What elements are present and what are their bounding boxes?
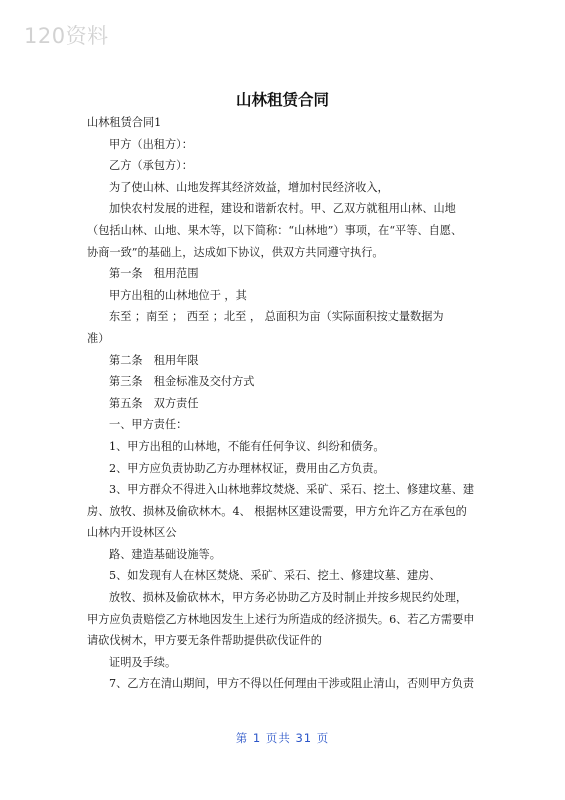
document-line: 加快农村发展的进程，建设和谐新农村。甲、乙双方就租用山林、山地 bbox=[109, 202, 456, 216]
document-line: 第二条 租用年限 bbox=[109, 353, 199, 367]
document-line: 第一条 租用范围 bbox=[109, 267, 199, 281]
document-line: 7、乙方在清山期间，甲方不得以任何理由干涉或阻止清山，否则甲方负责 bbox=[109, 677, 475, 691]
document-line: 放牧、损林及偷砍林木，甲方务必协助乙方及时制止并按乡规民约处理， bbox=[109, 591, 468, 605]
document-line: 为了使山林、山地发挥其经济效益，增加村民经济收入， bbox=[109, 180, 389, 194]
document-line: 房、放牧、损林及偷砍林木。4、 根据林区建设需要，甲方允许乙方在承包的 bbox=[87, 504, 467, 518]
document-line: 甲方出租的山林地位于 ，其 bbox=[109, 288, 247, 302]
document-line: （包括山林、山地、果木等，以下简称：“山林地”）事项，在“平等、自愿、 bbox=[87, 223, 463, 237]
document-line: 甲方应负责赔偿乙方林地因发生上述行为所造成的经济损失。6、若乙方需要申 bbox=[87, 612, 475, 626]
document-line: 请砍伐树木，甲方要无条件帮助提供砍伐证件的 bbox=[87, 634, 322, 648]
document-line: 协商一致”的基础上，达成如下协议，供双方共同遵守执行。 bbox=[87, 245, 384, 259]
document-title: 山林租赁合同 bbox=[235, 91, 329, 109]
document-line: 1、甲方出租的山林地，不能有任何争议、纠纷和债务。 bbox=[109, 439, 385, 453]
document-line: 3、甲方群众不得进入山林地葬坟焚烧、采矿、采石、挖土、修建坟墓、建 bbox=[109, 483, 475, 497]
document-line: 准） bbox=[87, 331, 110, 345]
document-line: 东至 ；南至 ； 西至 ；北至 ， 总面积为亩（实际面积按丈量数据为 bbox=[109, 310, 444, 324]
page-footer: 第 1 页共 31 页 bbox=[235, 731, 330, 745]
document-line: 路、建造基础设施等。 bbox=[109, 547, 221, 561]
document-line: 乙方（承包方）： bbox=[109, 159, 193, 173]
document-body bbox=[87, 112, 487, 695]
document-line: 甲方（出租方）： bbox=[109, 137, 193, 151]
document-line: 证明及手续。 bbox=[109, 655, 177, 669]
document-line: 山林内开设林区公 bbox=[87, 526, 177, 540]
document-line: 2、甲方应负责协助乙方办理林权证，费用由乙方负责。 bbox=[109, 461, 385, 475]
document-line: 一、甲方责任： bbox=[109, 418, 188, 432]
document-line: 山林租赁合同1 bbox=[87, 116, 162, 129]
watermark-logo: 120资料 bbox=[24, 24, 109, 48]
document-line: 第三条 租金标准及交付方式 bbox=[109, 375, 255, 389]
document-line: 5、如发现有人在林区焚烧、采矿、采石、挖土、修建坟墓、建房、 bbox=[109, 569, 441, 583]
document-line: 第五条 双方责任 bbox=[109, 396, 199, 410]
